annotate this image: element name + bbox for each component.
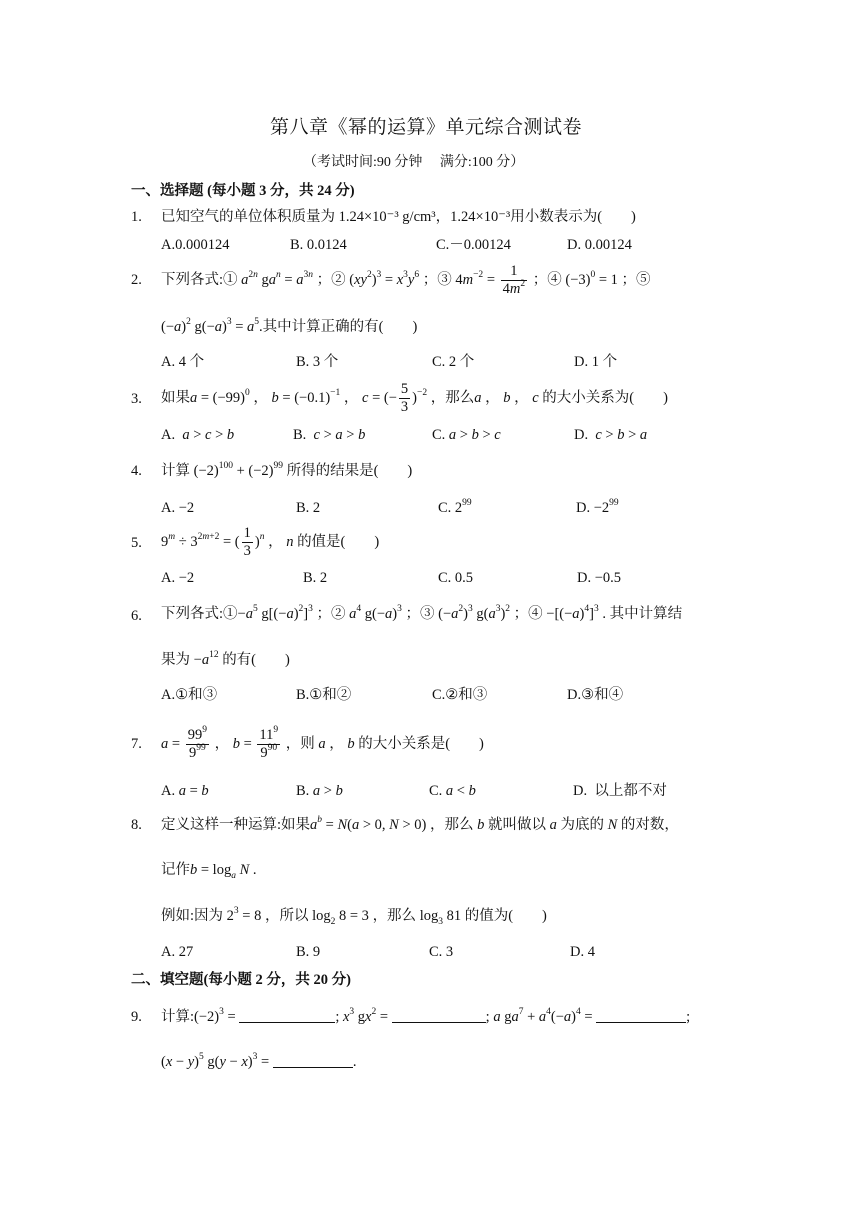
question-stem: 已知空气的单位体积质量为 1.24×10⁻³ g/cm³，1.24×10⁻³用小数表示为( ) xyxy=(161,209,636,225)
formula: ; a $ga^7 + a^4(-a)^4$ = xyxy=(485,1007,597,1025)
option-a: A. −2 xyxy=(161,500,195,516)
question-stem xyxy=(161,724,484,764)
formula: $(-2)^3$ = xyxy=(194,1007,240,1025)
option-a: A. 27 xyxy=(161,944,194,960)
formula: $\log_2 8 = 3$ xyxy=(308,908,373,927)
option-d: D. −0.5 xyxy=(577,570,622,586)
option-c: C. a < b xyxy=(429,783,476,799)
question-stem xyxy=(161,524,379,560)
option-b: B.①和② xyxy=(296,687,352,703)
formula: $a^b = N(a > 0$, N > 0) xyxy=(310,815,430,833)
option-b: B. a > b xyxy=(296,783,343,799)
stem-tail: .其中计算正确的有( ) xyxy=(259,319,418,335)
question-stem-line3: 例如:因为 $2^3 = 8$ ，所以 $\log_2 8 = 3$ ，那么 $\log_3 81$ 的值为( ) xyxy=(161,906,547,927)
option-b: B. 3 个 xyxy=(296,354,339,370)
formula: $(x - y)^5$ $g(y - x)^3$ = xyxy=(161,1052,273,1070)
option-d: D. 4 xyxy=(570,944,595,960)
option-d: D. c > b > a xyxy=(574,427,648,443)
stem-prefix: 计算 xyxy=(161,463,190,479)
stem-tail: 所得的结果是( ) xyxy=(286,463,413,479)
option-b: B. 9 xyxy=(296,944,321,960)
question-number: 4. xyxy=(131,463,142,479)
formula: $-a^{12}$ xyxy=(190,650,219,668)
stem-tail: ，那么 xyxy=(430,390,475,406)
option-c: C. $2^{99}$ xyxy=(438,498,472,516)
option-b: B. 2 xyxy=(303,570,328,586)
question-stem-line2: $(x - y)^5$ $g(y - x)^3$ = . xyxy=(161,1052,357,1070)
formula: $(-a)^2$ $g(-a)^3 = a^5$ xyxy=(161,317,260,335)
question-number: 7. xyxy=(131,736,142,752)
option-b: B. 0.0124 xyxy=(290,237,347,253)
stem-tail: 的值是( ) xyxy=(297,534,380,550)
question-number: 1. xyxy=(131,209,142,225)
formula: $9^m \div 3^{2m+2}$ = ( $\frac{1}{3}$ )$^n$ ， n xyxy=(161,525,294,560)
stem-tail: . 其中计算结 xyxy=(602,606,683,622)
question-number: 3. xyxy=(131,391,142,407)
stem-prefix: 下列各式:① xyxy=(161,272,238,288)
formula: $-a^5$ $g[(-a)^2]^3$ ；② $a^4$ $g(-a)^3$ ；③ $(-a^2)^3$ $g(a^3)^2$ ；④ $-[(-a)^4]^3$ xyxy=(237,604,599,622)
answer-blank[interactable] xyxy=(392,1008,486,1023)
page-title: 第八章《幂的运算》单元综合测试卷 xyxy=(270,117,583,138)
option-a: A.①和③ xyxy=(161,687,218,703)
question-stem xyxy=(161,461,412,481)
answer-blank[interactable] xyxy=(273,1053,353,1068)
stem-prefix: 下列各式:① xyxy=(161,606,238,622)
stem-end: 的大小关系是( ) xyxy=(358,736,484,752)
formula: ; $x^3$ $gx^2$ = xyxy=(335,1007,392,1025)
formula: $2^3 = 8$ xyxy=(223,906,265,924)
option-c: C.－0.00124 xyxy=(436,237,511,253)
question-stem: 定义这样一种运算:如果$a^b = N(a > 0$, N > 0) ，那么 b 就叫做以 a 为底的 N 的对数， xyxy=(161,815,679,833)
option-c: C. 0.5 xyxy=(438,570,474,586)
option-a: A. a = b xyxy=(161,783,209,799)
question-stem-line2 xyxy=(161,317,417,337)
formula: a ， b ， c xyxy=(474,390,539,406)
formula: $a^{2n}$ $ga^n = a^{3n}$ ；② $(xy^2)^3 = x^3y^6$ ；③ $4m^{-2}$ = $\frac{1}{4m^2}$ ；④ $(-3)^0 = 1$ ；⑤ xyxy=(241,263,651,298)
answer-blank[interactable] xyxy=(239,1008,335,1023)
option-b: B. 2 xyxy=(296,500,321,516)
answer-blank[interactable] xyxy=(596,1008,686,1023)
formula: a = $\frac{99^9}{9^{99}}$ ， b = $\frac{11^9}{9^{90}}$ xyxy=(161,725,279,762)
option-c: C.②和③ xyxy=(432,687,488,703)
option-d: D. 1 个 xyxy=(574,354,618,370)
option-a: A. 4 个 xyxy=(161,354,205,370)
question-stem xyxy=(161,604,682,624)
option-b: B. c > a > b xyxy=(293,427,366,443)
stem-prefix: 如果 xyxy=(161,390,190,406)
formula: a ， b xyxy=(318,736,355,752)
stem-end: 的大小关系为( ) xyxy=(542,390,668,406)
question-number: 5. xyxy=(131,535,142,551)
question-stem xyxy=(161,262,651,298)
formula: $b = \log_a N$ . xyxy=(190,862,257,881)
question-stem xyxy=(161,380,668,416)
question-number: 2. xyxy=(131,272,142,288)
stem-tail: ，则 xyxy=(285,736,315,752)
formula: $\log_3 81$ xyxy=(416,908,465,927)
formula: $(-2)^{100} + (-2)^{99}$ xyxy=(190,461,283,479)
option-c: C. a > b > c xyxy=(432,427,501,443)
question-stem-line2: 果为 $-a^{12}$ 的有( ) xyxy=(161,650,290,668)
question-stem-line2: 记作$b = \log_a N$ . xyxy=(161,862,257,881)
option-d: D. 以上都不对 xyxy=(573,783,667,799)
formula: $a = (-99)^0$ ， $b = (-0.1)^{-1}$ ， c = (− $\frac{5}{3}$ )$^{-2}$ xyxy=(190,381,428,416)
question-number: 8. xyxy=(131,817,142,833)
option-d: D. 0.00124 xyxy=(567,237,632,253)
section-heading-fill: 二、填空题(每小题 2 分，共 20 分) xyxy=(131,972,351,988)
question-stem: 计算$:(-2)^3$ = ; $x^3$ $gx^2$ = ; a $ga^7 + a^4(-a)^4$ = ; xyxy=(161,1007,691,1025)
option-c: C. 2 个 xyxy=(432,354,475,370)
section-heading-choice: 一、选择题 (每小题 3 分，共 24 分) xyxy=(131,183,355,199)
question-number: 9. xyxy=(131,1009,142,1025)
option-d: D. $-2^{99}$ xyxy=(576,498,619,516)
option-a: A.0.000124 xyxy=(161,237,230,253)
option-d: D.③和④ xyxy=(567,687,624,703)
question-number: 6. xyxy=(131,608,142,624)
option-a: A. −2 xyxy=(161,570,195,586)
page-subtitle: （考试时间:90 分钟 满分:100 分） xyxy=(303,155,525,170)
option-a: A. a > c > b xyxy=(161,427,235,443)
option-c: C. 3 xyxy=(429,944,454,960)
